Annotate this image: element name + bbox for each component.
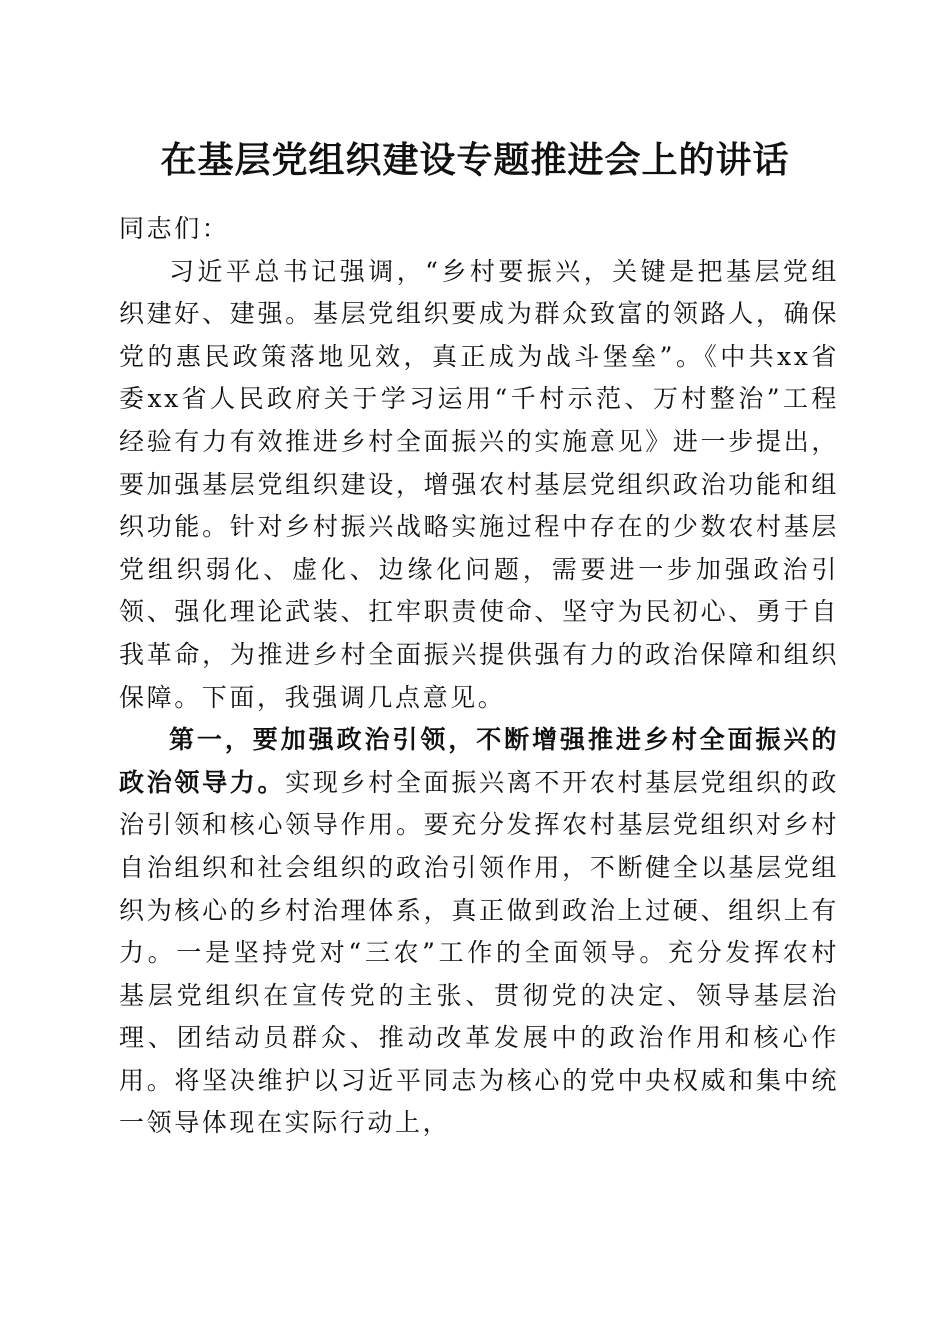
paragraph-2-lead: 第一，要加强政治引领，不断增强推进乡村全面振兴的政治领导力。 [119, 725, 839, 797]
paragraph-1 [119, 251, 839, 720]
paragraph-1-text: 习近平总书记强调，“乡村要振兴，关键是把基层党组织建好、建强。基层党组织要成为群众致富的领路人，确保党的惠民政策落地见效，真正成为战斗堡垒”。《中共xx省委xx省人民政府关于学习运用“千村示范、万村整治”工程经验有力有效推进乡村全面振兴的实施意见》进一步提出，要加强基层党组织建设，增强农村基层党组织政治功能和组织功能。针对乡村振兴战略实施过程中存在的少数农村基层党组织弱化、虚化、边缘化问题，需要进一步加强政治引领、强化理论武装、扛牢职责使命、坚守为民初心、勇于自我革命，为推进乡村全面振兴提供强有力的政治保障和组织保障。下面，我强调几点意见。 [119, 256, 839, 712]
paragraph-2-text: 实现乡村全面振兴离不开农村基层党组织的政治引领和核心领导作用。要充分发挥农村基层党组织对乡村自治组织和社会组织的政治引领作用，不断健全以基层党组织为核心的乡村治理体系，真正做到政治上过硬、组织上有力。一是坚持党对“三农”工作的全面领导。充分发挥农村基层党组织在宣传党的主张、贯彻党的决定、领导基层治理、团结动员群众、推动改革发展中的政治作用和核心作用。将坚决维护以习近平同志为核心的党中央权威和集中统一领导体现在实际行动上， [119, 767, 839, 1138]
document-title: 在基层党组织建设专题推进会上的讲话 [160, 139, 790, 181]
paragraph-2 [119, 719, 839, 1145]
document-body [119, 208, 839, 1145]
salutation: 同志们： [119, 214, 230, 243]
